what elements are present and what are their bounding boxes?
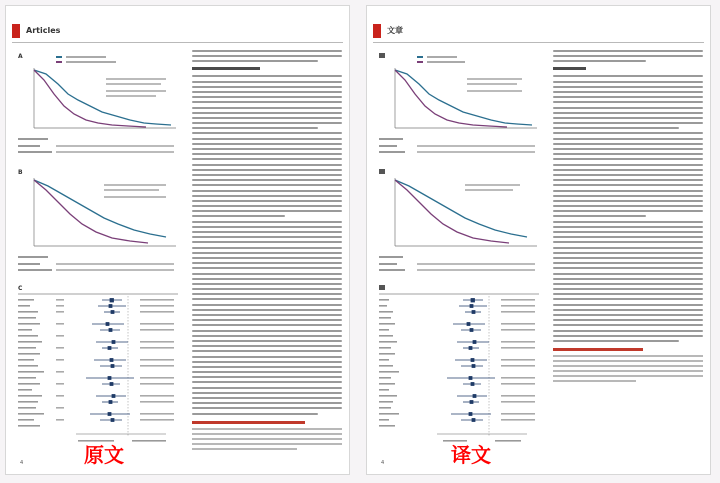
figure-panel-b: [16, 166, 181, 281]
panel-a-label: A: [18, 53, 23, 60]
forest-plot-c-translated: [377, 282, 542, 452]
forest-plot-c: [16, 282, 181, 452]
survival-curve-a-translated: [377, 50, 542, 165]
section-tag: [12, 24, 20, 38]
panel-b-label: B: [18, 169, 23, 176]
translated-text-column: [553, 50, 703, 385]
header-rule: [373, 42, 704, 43]
page-folio: 4: [20, 460, 24, 466]
figure-panel-a: [16, 50, 181, 165]
translation-watermark: 译文: [451, 443, 491, 467]
original-text-column: [192, 50, 342, 453]
original-watermark: 原文: [84, 443, 124, 467]
header-rule: [12, 42, 343, 43]
translated-page: [366, 5, 711, 475]
section-label: 文章: [387, 26, 403, 35]
survival-curve-a: [16, 50, 181, 165]
survival-curve-b-translated: [377, 166, 542, 281]
figure-panel-c: [16, 282, 181, 452]
panel-c-label: C: [18, 285, 23, 292]
section-label: Articles: [26, 26, 61, 35]
page-folio: 4: [381, 460, 385, 466]
section-tag: [373, 24, 381, 38]
figure-panel-b-translated: [377, 166, 542, 281]
figure-panel-a-translated: [377, 50, 542, 165]
figure-panel-c-translated: [377, 282, 542, 452]
original-page: [5, 5, 350, 475]
survival-curve-b: [16, 166, 181, 281]
